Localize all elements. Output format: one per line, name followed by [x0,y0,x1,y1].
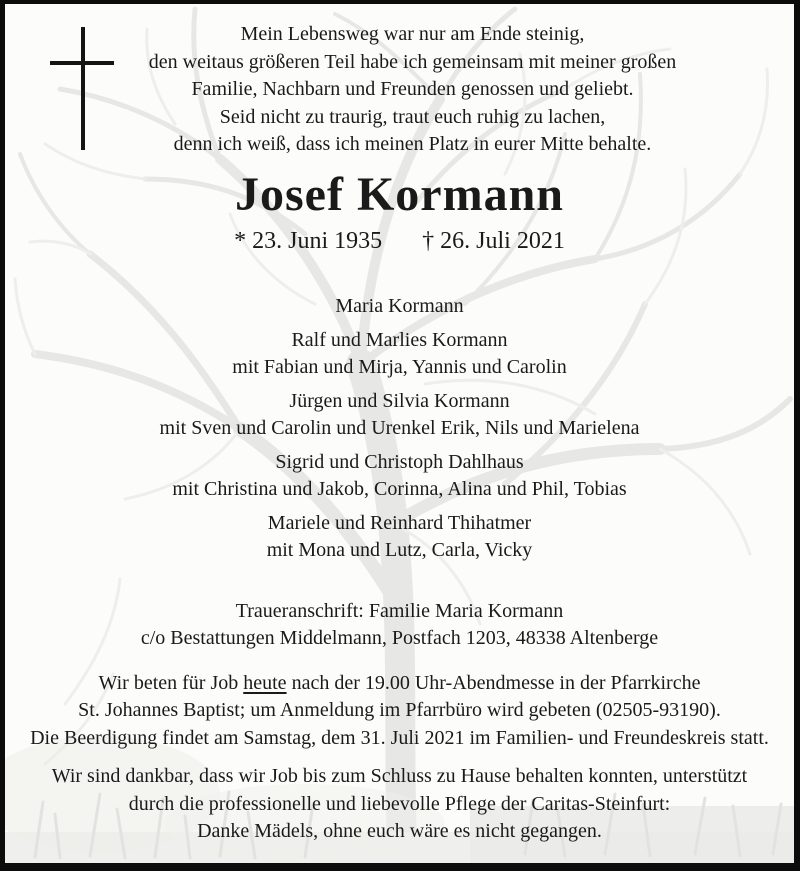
birth-star-symbol: * [234,227,247,254]
burial-announcement: Die Beerdigung findet am Samstag, dem 31. Juli 2021 im Familien- und Freundeskreis statt. [30,726,769,749]
mourner-children: mit Fabian und Mirja, Yannis und Carolin [232,356,567,379]
mourner-group [5,449,794,504]
thanks-line: durch die professionelle und liebevolle Pflege der Caritas-Steinfurt: [128,792,671,815]
mourner-names: Sigrid und Christoph Dahlhaus [275,450,524,473]
mourner-names: Ralf und Marlies Kormann [291,328,508,351]
mourner-names: Mariele und Reinhard Thihatmer [267,511,532,534]
condolence-address [5,598,794,653]
gratitude-note [5,763,794,846]
verse-line: Mein Lebensweg war nur am Ende steinig, [240,23,585,45]
death-date [422,227,565,256]
service-details [5,670,794,753]
mourner-group [5,388,794,443]
life-dates [5,227,794,256]
mourner-names: Jürgen und Silvia Kormann [289,389,510,412]
death-date-text: 26. Juli 2021 [440,227,565,254]
mourner-children: mit Christina und Jakob, Corinna, Alina und Phil, Tobias [172,478,627,501]
mass-underlined-heute: heute [243,671,287,694]
address-line: c/o Bestattungen Middelmann, Postfach 1203, 48338 Altenberge [140,627,659,650]
address-line: Traueranschrift: Familie Maria Kormann [235,599,564,622]
mass-announcement [5,670,794,698]
mourner-children: mit Sven und Carolin und Urenkel Erik, Nils und Marielena [159,417,640,440]
verse-line: Familie, Nachbarn und Freunden genossen und geliebt. [191,78,634,100]
thanks-line: Wir sind dankbar, dass wir Job bis zum Schluss zu Hause behalten konnten, unterstützt [51,765,748,788]
mourner-group [5,510,794,565]
verse-line: Seid nicht zu traurig, traut euch ruhig zu lachen, [219,105,606,128]
notice-content [5,4,794,846]
verse-line: denn ich weiß, dass ich meinen Platz in eurer Mitte behalte. [173,133,652,155]
death-dagger-symbol: † [422,227,435,254]
birth-date [234,227,382,256]
birth-date-text: 23. Juni 1935 [252,227,383,254]
verse-line: den weitaus größeren Teil habe ich gemeinsam mit meiner großen [148,50,677,73]
mass-text-before: Wir beten für Job [98,671,244,694]
mass-text-after: nach der 19.00 Uhr-Abendmesse in der Pfarrkirche [286,671,701,694]
mourner-names: Maria Kormann [335,295,464,318]
mourner-children: mit Mona und Lutz, Carla, Vicky [266,539,533,562]
deceased-name: Josef Kormann [235,167,564,221]
opening-verse [5,4,794,159]
mourner-group [5,327,794,382]
mourners-list [5,293,794,565]
mourner-group [5,293,794,321]
church-registration: St. Johannes Baptist; um Anmeldung im Pfarrbüro wird gebeten (02505-93190). [78,699,721,722]
thanks-line: Danke Mädels, ohne euch wäre es nicht gegangen. [197,820,602,843]
